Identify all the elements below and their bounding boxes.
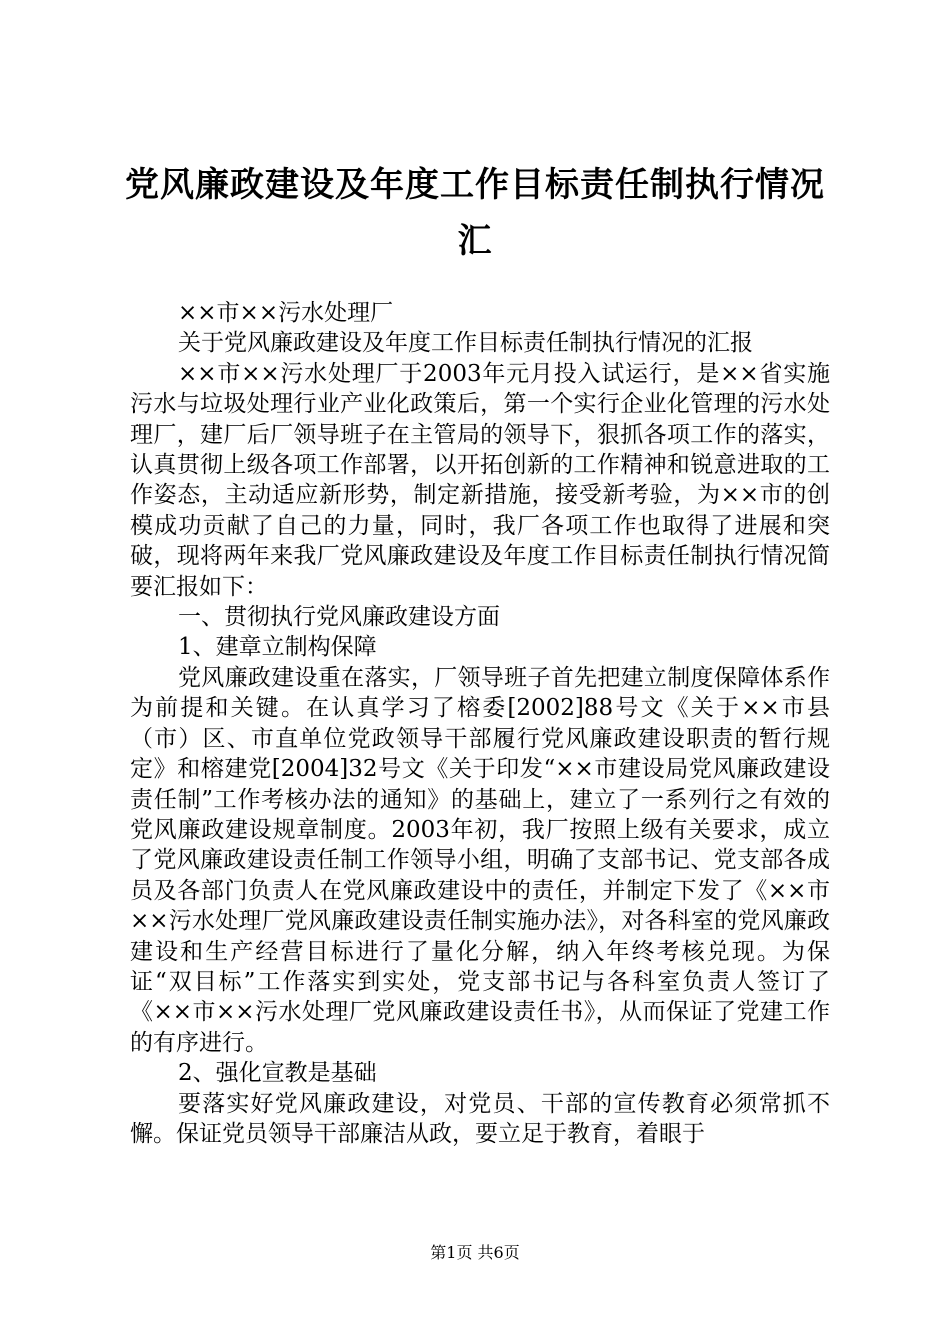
body-paragraph-2: 要落实好党风廉政建设，对党员、干部的宣传教育必须常抓不懈。保证党员领导干部廉洁从政，要立足于教育，着眼于 (130, 1090, 830, 1147)
document-body (130, 298, 830, 1149)
org-name-line: ××市××污水处理厂 (178, 300, 394, 326)
report-subtitle: 关于党风廉政建设及年度工作目标责任制执行情况的汇报 (178, 330, 753, 357)
section-heading-1: 一、贯彻执行党风廉政建设方面 (178, 604, 500, 631)
page-number-footer: 第1页 共6页 (430, 1243, 520, 1262)
document-title: 党风廉政建设及年度工作目标责任制执行情况汇 (125, 165, 825, 261)
subsection-heading-2: 2、强化宣教是基础 (178, 1060, 377, 1087)
body-paragraph-1: 党风廉政建设重在落实，厂领导班子首先把建立制度保障体系作为前提和关键。在认真学习了榕委[2002]88号文《关于××市县（市）区、市直单位党政领导干部履行党风廉政建设职责的暂行规定》和榕建党[2004]32号文《关于印发“××市建设局党风廉政建设责任制”工作考核办法的通知》的基础上，建立了一系列行之有效的党风廉政建设规章制度。2003年初，我厂按照上级有关要求，成立了党风廉政建设责任制工作领导小组，明确了支部书记、党支部各成员及各部门负责人在党风廉政建设中的责任，并制定下发了《××市××污水处理厂党风廉政建设责任制实施办法》，对各科室的党风廉政建设和生产经营目标进行了量化分解，纳入年终考核兑现。为保证“双目标”工作落实到实处，党支部书记与各科室负责人签订了《××市××污水处理厂党风廉政建设责任书》，从而保证了党建工作的有序进行。 (130, 664, 830, 1056)
subsection-heading-1: 1、建章立制构保障 (178, 634, 377, 661)
intro-paragraph: ××市××污水处理厂于2003年元月投入试运行，是××省实施污水与垃圾处理行业产业化政策后，第一个实行企业化管理的污水处理厂，建厂后厂领导班子在主管局的领导下，狠抓各项工作的落实，认真贯彻上级各项工作部署，以开拓创新的工作精神和锐意进取的工作姿态，主动适应新形势，制定新措施，接受新考验，为××市的创模成功贡献了自己的力量，同时，我厂各项工作也取得了进展和突破，现将两年来我厂党风廉政建设及年度工作目标责任制执行情况简要汇报如下： (130, 360, 830, 600)
